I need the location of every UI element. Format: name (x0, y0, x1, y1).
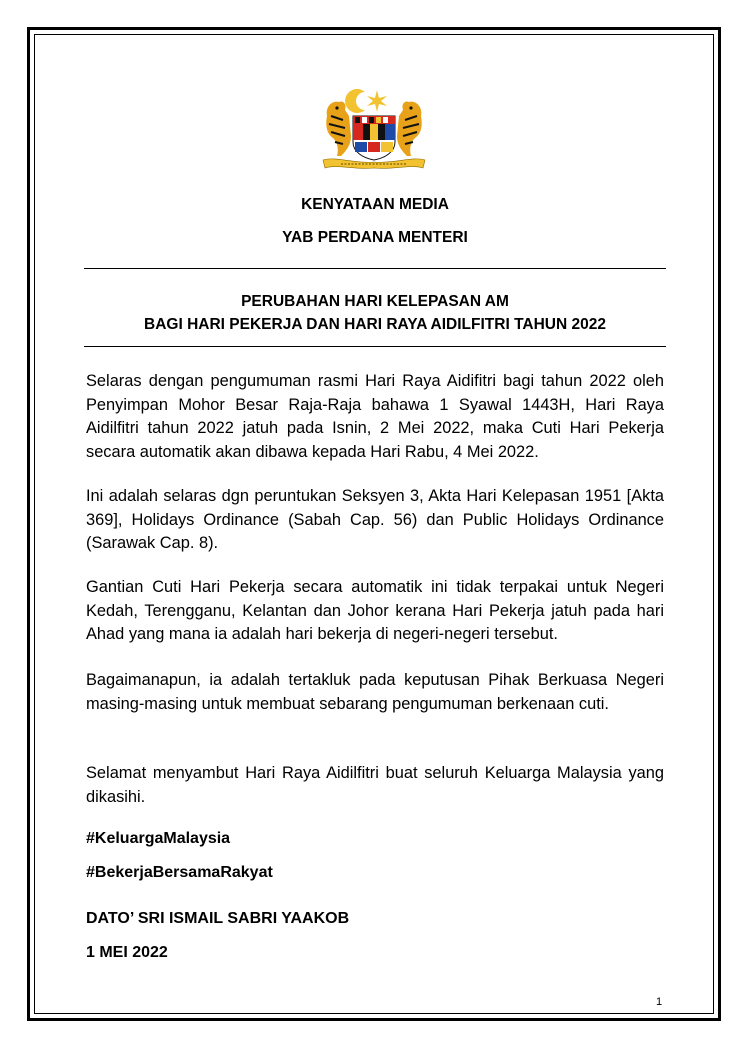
title-line-1: PERUBAHAN HARI KELEPASAN AM (241, 293, 509, 310)
divider-top (84, 268, 666, 269)
paragraph-4: Bagaimanapun, ia adalah tertakluk pada keputusan Pihak Berkuasa Negeri masing-masing untuk membuat sebarang pengumuman berkenaan cuti. (86, 671, 664, 713)
paragraph-1: Selaras dengan pengumuman rasmi Hari Raya Aidifitri bagi tahun 2022 oleh Penyimpan Mohor Besar Raja-Raja bahawa 1 Syawal 1443H, Hari Raya Aidilfitri tahun 2022 jatuh pada Isnin, 2 Mei 2022, maka Cuti Hari Pekerja secara automatik akan dibawa kepada Hari Rabu, 4 Mei 2022. (86, 372, 664, 462)
paragraph-3: Gantian Cuti Hari Pekerja secara automatik ini tidak terpakai untuk Negeri Kedah, Terengganu, Kelantan dan Johor kerana Hari Pekerja jatuh pada hari Ahad yang mana ia adalah hari bekerja di negeri-negeri tersebut. (86, 578, 664, 644)
issuer-label: YAB PERDANA MENTERI (282, 229, 468, 246)
malaysia-coat-of-arms-icon (315, 86, 433, 172)
signatory-name: DATO’ SRI ISMAIL SABRI YAAKOB (86, 910, 350, 927)
hashtag-bekerja-bersama-rakyat: #BekerjaBersamaRakyat (86, 864, 273, 881)
title-line-2: BAGI HARI PEKERJA DAN HARI RAYA AIDILFITRI TAHUN 2022 (144, 316, 606, 333)
paragraph-5: Selamat menyambut Hari Raya Aidilfitri buat seluruh Keluarga Malaysia yang dikasihi. (86, 764, 664, 806)
hashtag-keluarga-malaysia: #KeluargaMalaysia (86, 830, 231, 847)
page-number: 1 (656, 996, 663, 1008)
statement-date: 1 MEI 2022 (86, 944, 168, 961)
paragraph-2: Ini adalah selaras dgn peruntukan Seksyen 3, Akta Hari Kelepasan 1951 [Akta 369], Holidays Ordinance (Sabah Cap. 56) dan Public Holidays Ordinance (Sarawak Cap. 8). (86, 487, 664, 553)
divider-bottom (84, 346, 666, 347)
media-statement-label: KENYATAAN MEDIA (301, 196, 449, 213)
